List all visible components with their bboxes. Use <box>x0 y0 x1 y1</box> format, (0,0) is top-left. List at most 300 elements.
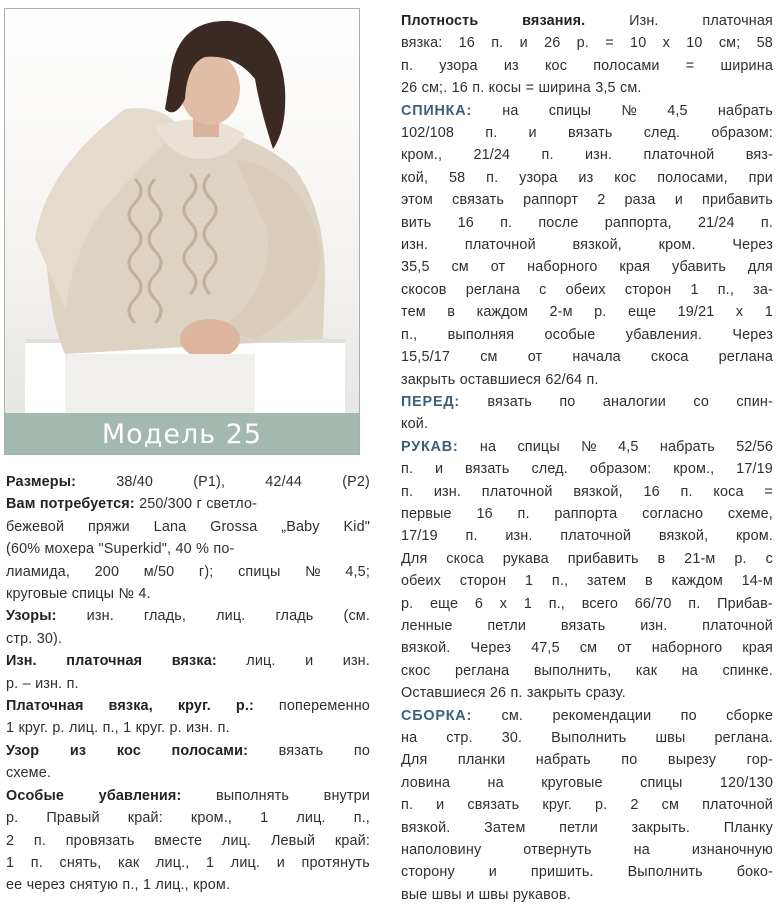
word: прибавить <box>567 550 639 567</box>
word: в <box>447 304 456 321</box>
text-line <box>6 695 370 717</box>
word: по <box>353 742 370 759</box>
word: по <box>680 707 697 724</box>
word: швы <box>478 886 509 903</box>
word: лиц. <box>68 720 99 737</box>
word: каждом <box>476 304 529 321</box>
word: х <box>735 304 744 321</box>
word: кром., <box>673 461 715 478</box>
word: края <box>619 259 651 276</box>
word: лиц., <box>155 877 189 894</box>
text-line <box>401 817 773 839</box>
bold-term: Изн. <box>6 653 37 670</box>
hand <box>180 319 240 359</box>
word: с <box>539 281 547 298</box>
word: ее <box>6 877 23 894</box>
word: обеих <box>401 573 442 590</box>
text-line <box>6 852 370 874</box>
word: швы <box>431 886 462 903</box>
word: платочной <box>702 797 773 814</box>
word: бежевой <box>6 518 65 535</box>
section-heading: СПИНКА: <box>401 102 473 119</box>
word: реглана <box>465 281 521 298</box>
text-line <box>401 436 773 458</box>
word: еще <box>627 304 657 321</box>
word: выполняя <box>447 326 515 343</box>
word: вязкой, <box>572 237 622 254</box>
word: ширина <box>538 80 591 97</box>
text-line <box>401 772 773 794</box>
word: Изн. <box>629 13 659 29</box>
word: как <box>118 854 140 871</box>
word: п. <box>586 371 599 388</box>
word: светло- <box>206 496 258 513</box>
word: Оставшиеся <box>401 685 486 702</box>
text-line <box>401 212 773 234</box>
text-line <box>401 593 773 615</box>
word: на <box>681 662 698 679</box>
text-line <box>401 794 773 816</box>
word: скоса <box>446 550 484 567</box>
section-heading: РУКАВ: <box>401 438 459 455</box>
word: п. <box>465 528 478 545</box>
section-heading: СБОРКА: <box>401 707 473 724</box>
text-line <box>401 839 773 861</box>
word: 4,5 <box>618 438 639 455</box>
word: 17/19 <box>401 528 438 545</box>
word: п., <box>401 326 418 343</box>
word: 58 <box>448 169 466 186</box>
word: петли <box>559 819 598 836</box>
word: 120/130 <box>719 774 773 791</box>
word: р. <box>6 810 19 827</box>
word: Через <box>732 237 773 254</box>
word: см; <box>718 35 741 52</box>
word: 47,5 <box>531 640 560 657</box>
word: образом: <box>589 461 652 478</box>
word: вязка: <box>401 35 443 52</box>
word: см. <box>620 80 642 97</box>
word: лиц. <box>296 810 326 827</box>
word: изн. <box>86 608 114 625</box>
word: из <box>503 57 519 74</box>
word: прибавить <box>702 192 773 209</box>
text-line <box>401 10 773 32</box>
word: 1 <box>6 854 15 871</box>
word: 1 <box>206 854 215 871</box>
word: 66/70 <box>634 595 672 612</box>
bold-term: Плотность <box>401 13 479 29</box>
word: на <box>479 438 497 455</box>
word: на <box>502 102 519 119</box>
text-line <box>401 727 773 749</box>
word: для <box>747 259 773 276</box>
word: № <box>621 102 637 119</box>
word: п. <box>472 80 485 97</box>
word: вяз- <box>745 147 773 164</box>
text-line <box>401 861 773 883</box>
word: спицы <box>238 563 281 580</box>
word: и <box>519 35 528 52</box>
word: затем <box>586 573 627 590</box>
word: начала <box>572 349 621 366</box>
word: (60% <box>6 541 41 558</box>
text-line <box>401 301 773 323</box>
word: Через <box>732 326 773 343</box>
word: и <box>528 125 537 142</box>
word: 21/24 <box>473 147 511 164</box>
word: связать <box>467 797 520 814</box>
text-line <box>401 369 773 391</box>
word: 26 <box>544 35 561 52</box>
text-line <box>6 785 370 807</box>
word: 26 <box>401 80 418 97</box>
text-line <box>401 346 773 368</box>
word: платочной <box>643 147 715 164</box>
text-line <box>401 391 773 413</box>
bold-term: Узор <box>6 742 40 759</box>
word: край: <box>127 810 163 827</box>
word: образом: <box>711 125 773 142</box>
word: раза <box>624 192 656 209</box>
word: 16 <box>458 35 475 52</box>
word: гладь <box>275 608 314 625</box>
word: см;. <box>421 80 448 97</box>
word: обеих <box>565 281 606 298</box>
bold-term: Особые <box>6 787 65 804</box>
word: и <box>276 854 285 871</box>
word: п. <box>66 675 79 692</box>
text-line <box>401 749 773 771</box>
word: 62/64 <box>545 371 583 388</box>
bold-term: р.: <box>235 698 254 715</box>
word: от <box>617 640 632 657</box>
word: п. <box>541 147 554 164</box>
word: провязать <box>65 832 135 849</box>
word: наборного <box>651 640 723 657</box>
word: кром. <box>735 528 773 545</box>
word: 1 <box>142 877 152 894</box>
word: 2 <box>597 192 606 209</box>
word: 1 <box>123 720 132 737</box>
word: след. <box>643 125 681 142</box>
word: вязать <box>278 742 324 759</box>
word: (Р2) <box>342 474 370 490</box>
word: р. <box>734 550 747 567</box>
word: круговые <box>541 774 603 791</box>
word: рекомендации <box>552 707 652 724</box>
word: Левый <box>270 832 316 849</box>
word: лиц. <box>221 832 252 849</box>
word: мохера <box>44 541 95 558</box>
word: спицы <box>548 102 592 119</box>
word: за- <box>753 281 773 298</box>
word: х <box>499 595 508 612</box>
word: по <box>621 752 638 769</box>
word: 1 <box>6 720 15 737</box>
text-line <box>6 493 370 515</box>
word: – <box>22 675 31 692</box>
word: на <box>401 730 418 746</box>
word: стр. <box>6 630 33 647</box>
word: после <box>538 214 579 231</box>
bold-term: потребуется: <box>39 496 135 513</box>
word: 38/40 <box>116 474 154 490</box>
word: Для <box>401 752 428 769</box>
word: платочной <box>560 528 632 545</box>
word: по <box>559 393 576 410</box>
text-line <box>401 189 773 211</box>
word: через <box>26 877 66 894</box>
word: 35,5 <box>401 259 430 276</box>
word: 4. <box>138 586 151 603</box>
word: вместе <box>154 832 203 849</box>
word: узора <box>519 169 558 186</box>
word: Правый <box>46 810 100 827</box>
word: = <box>685 57 695 74</box>
word: по- <box>213 541 235 558</box>
word: ленные <box>401 617 453 634</box>
word: 4,5; <box>345 563 370 580</box>
text-line <box>401 413 773 435</box>
word: 1 <box>523 595 532 612</box>
bold-term: вязка: <box>171 653 217 670</box>
text-line <box>6 583 370 605</box>
word: коса <box>713 483 744 500</box>
word: спинке. <box>722 662 773 679</box>
word: кос <box>544 57 568 74</box>
text-line <box>401 77 773 99</box>
word: Lana <box>153 518 187 535</box>
word: ловина <box>401 774 451 791</box>
text-line <box>6 807 370 829</box>
word: как <box>635 662 658 679</box>
word: 58 <box>756 35 773 52</box>
word: Планку <box>723 819 773 836</box>
word: Grossa <box>210 518 258 535</box>
word: лиц. <box>246 653 276 670</box>
word: п. <box>217 720 230 737</box>
word: рукавов. <box>512 886 571 903</box>
word: протянуть <box>301 854 370 871</box>
word: п. <box>401 483 414 500</box>
word: 17/19 <box>736 461 773 478</box>
text-line <box>401 256 773 278</box>
word: стр. <box>446 730 473 746</box>
word: при <box>748 169 773 186</box>
word: 21/24 <box>697 214 735 231</box>
word: 19/21 <box>677 304 715 321</box>
word: и <box>434 461 444 478</box>
text-line <box>401 503 773 525</box>
word: реглана. <box>714 730 773 746</box>
word: 42/44 <box>265 474 303 490</box>
word: п. <box>401 461 414 478</box>
bold-term: полосами: <box>171 742 249 759</box>
word: спицы <box>517 438 560 455</box>
word: р. <box>169 720 182 737</box>
text-line <box>401 660 773 682</box>
word: особые <box>544 326 596 343</box>
right-text-column <box>401 10 773 906</box>
text-line <box>6 830 370 852</box>
word: с <box>765 550 773 567</box>
bold-term: Размеры: <box>6 474 77 490</box>
word: убавления. <box>625 326 703 343</box>
text-line <box>401 234 773 256</box>
word: платочной <box>464 237 536 254</box>
word: п. <box>688 595 701 612</box>
word: п. <box>486 169 499 186</box>
word: узора <box>439 57 478 74</box>
word: край: <box>334 832 370 849</box>
word: 26 <box>489 685 507 702</box>
section-heading: ПЕРЕД: <box>401 393 460 410</box>
text-line <box>6 561 370 583</box>
word: п., <box>122 877 139 894</box>
word: г <box>196 496 202 513</box>
word: 2 <box>6 832 15 849</box>
word: спин- <box>736 393 773 410</box>
word: вязкой, <box>573 483 623 500</box>
word: тем <box>401 304 426 321</box>
word: 30. <box>501 730 523 746</box>
word: изн. <box>401 237 429 254</box>
word: убавить <box>671 259 727 276</box>
text-line <box>401 637 773 659</box>
word: 40 <box>175 541 192 558</box>
word: вязкой. <box>401 819 451 836</box>
word: р. <box>576 35 589 52</box>
word: п., <box>353 810 370 827</box>
text-line <box>401 55 773 77</box>
word: всего <box>581 595 619 612</box>
bold-term: кос <box>116 742 141 759</box>
word: из <box>578 169 594 186</box>
word: х <box>662 35 670 52</box>
word: со <box>693 393 709 410</box>
word: № <box>305 563 321 580</box>
word: еще <box>430 595 459 612</box>
word: "Superkid", <box>98 541 172 558</box>
word: изн. <box>584 147 613 164</box>
text-line <box>401 884 773 906</box>
word: и <box>488 864 497 881</box>
word: сторону <box>401 864 455 881</box>
word: вязать <box>487 393 532 410</box>
word: вязать <box>465 461 510 478</box>
text-line <box>401 481 773 503</box>
word: 15,5/17 <box>401 349 451 366</box>
word: скосов <box>401 281 447 298</box>
model-illustration <box>5 9 359 413</box>
word: п. <box>401 797 414 814</box>
word: 16 <box>643 483 660 500</box>
text-line <box>6 762 370 784</box>
text-line <box>6 471 370 493</box>
word: Затем <box>484 819 526 836</box>
text-line <box>401 548 773 570</box>
text-line <box>401 324 773 346</box>
word: платочной <box>702 617 773 634</box>
word: г); <box>198 563 214 580</box>
white-skirt <box>65 354 255 413</box>
word: кос <box>614 169 637 186</box>
word: кром. <box>658 237 696 254</box>
word: п. <box>500 214 513 231</box>
word: № <box>581 438 597 455</box>
text-line <box>6 538 370 560</box>
word: гладь, <box>143 608 187 625</box>
word: след. <box>531 461 568 478</box>
word: швы <box>655 730 686 746</box>
word: на <box>487 774 504 791</box>
word: изн. <box>640 617 668 634</box>
word: 10 <box>686 35 703 52</box>
word: края <box>742 640 773 657</box>
text-line <box>401 279 773 301</box>
word: (см. <box>343 608 370 625</box>
word: см <box>579 640 598 657</box>
word: схеме. <box>6 765 52 782</box>
word: гор- <box>746 752 773 769</box>
word: и <box>436 797 445 814</box>
bold-term: вязка, <box>108 698 153 715</box>
word: п. <box>510 685 523 702</box>
word: (Р1), <box>193 474 226 490</box>
word: и <box>674 192 683 209</box>
word: закрыть. <box>631 819 691 836</box>
word: Выполнить <box>551 730 627 746</box>
word: вязкой. <box>401 640 451 657</box>
word: на <box>633 842 650 859</box>
word: 1 <box>764 304 773 321</box>
text-line <box>401 144 773 166</box>
word: закрыть <box>401 371 456 388</box>
bold-term: Узоры: <box>6 608 57 625</box>
word: раппорт <box>523 192 579 209</box>
word: № <box>118 586 135 603</box>
word: сторон <box>624 281 672 298</box>
word: 6 <box>474 595 484 612</box>
word: сторон <box>459 573 507 590</box>
word: п. <box>680 483 693 500</box>
word: п. <box>485 125 498 142</box>
word: от <box>490 259 506 276</box>
word: спицы <box>640 774 683 791</box>
word: лиамида, <box>6 563 70 580</box>
text-line <box>6 874 370 896</box>
word: 16 <box>457 214 474 231</box>
word: выполнить, <box>533 662 612 679</box>
word: связать <box>452 192 504 209</box>
word: р. <box>6 675 19 692</box>
word: п. <box>30 854 43 871</box>
word: изн. <box>35 675 63 692</box>
word: вязать <box>560 617 606 634</box>
caption-band <box>5 413 359 455</box>
text-line <box>401 32 773 54</box>
bold-term: вязания. <box>522 13 586 29</box>
model-caption: Модель 25 <box>101 419 263 450</box>
text-line <box>401 458 773 480</box>
word: круговые <box>6 586 68 603</box>
word: лиц. <box>230 854 261 871</box>
word: см <box>451 259 469 276</box>
text-line <box>6 673 370 695</box>
word: схеме, <box>727 505 773 522</box>
word: „Baby <box>281 518 320 535</box>
